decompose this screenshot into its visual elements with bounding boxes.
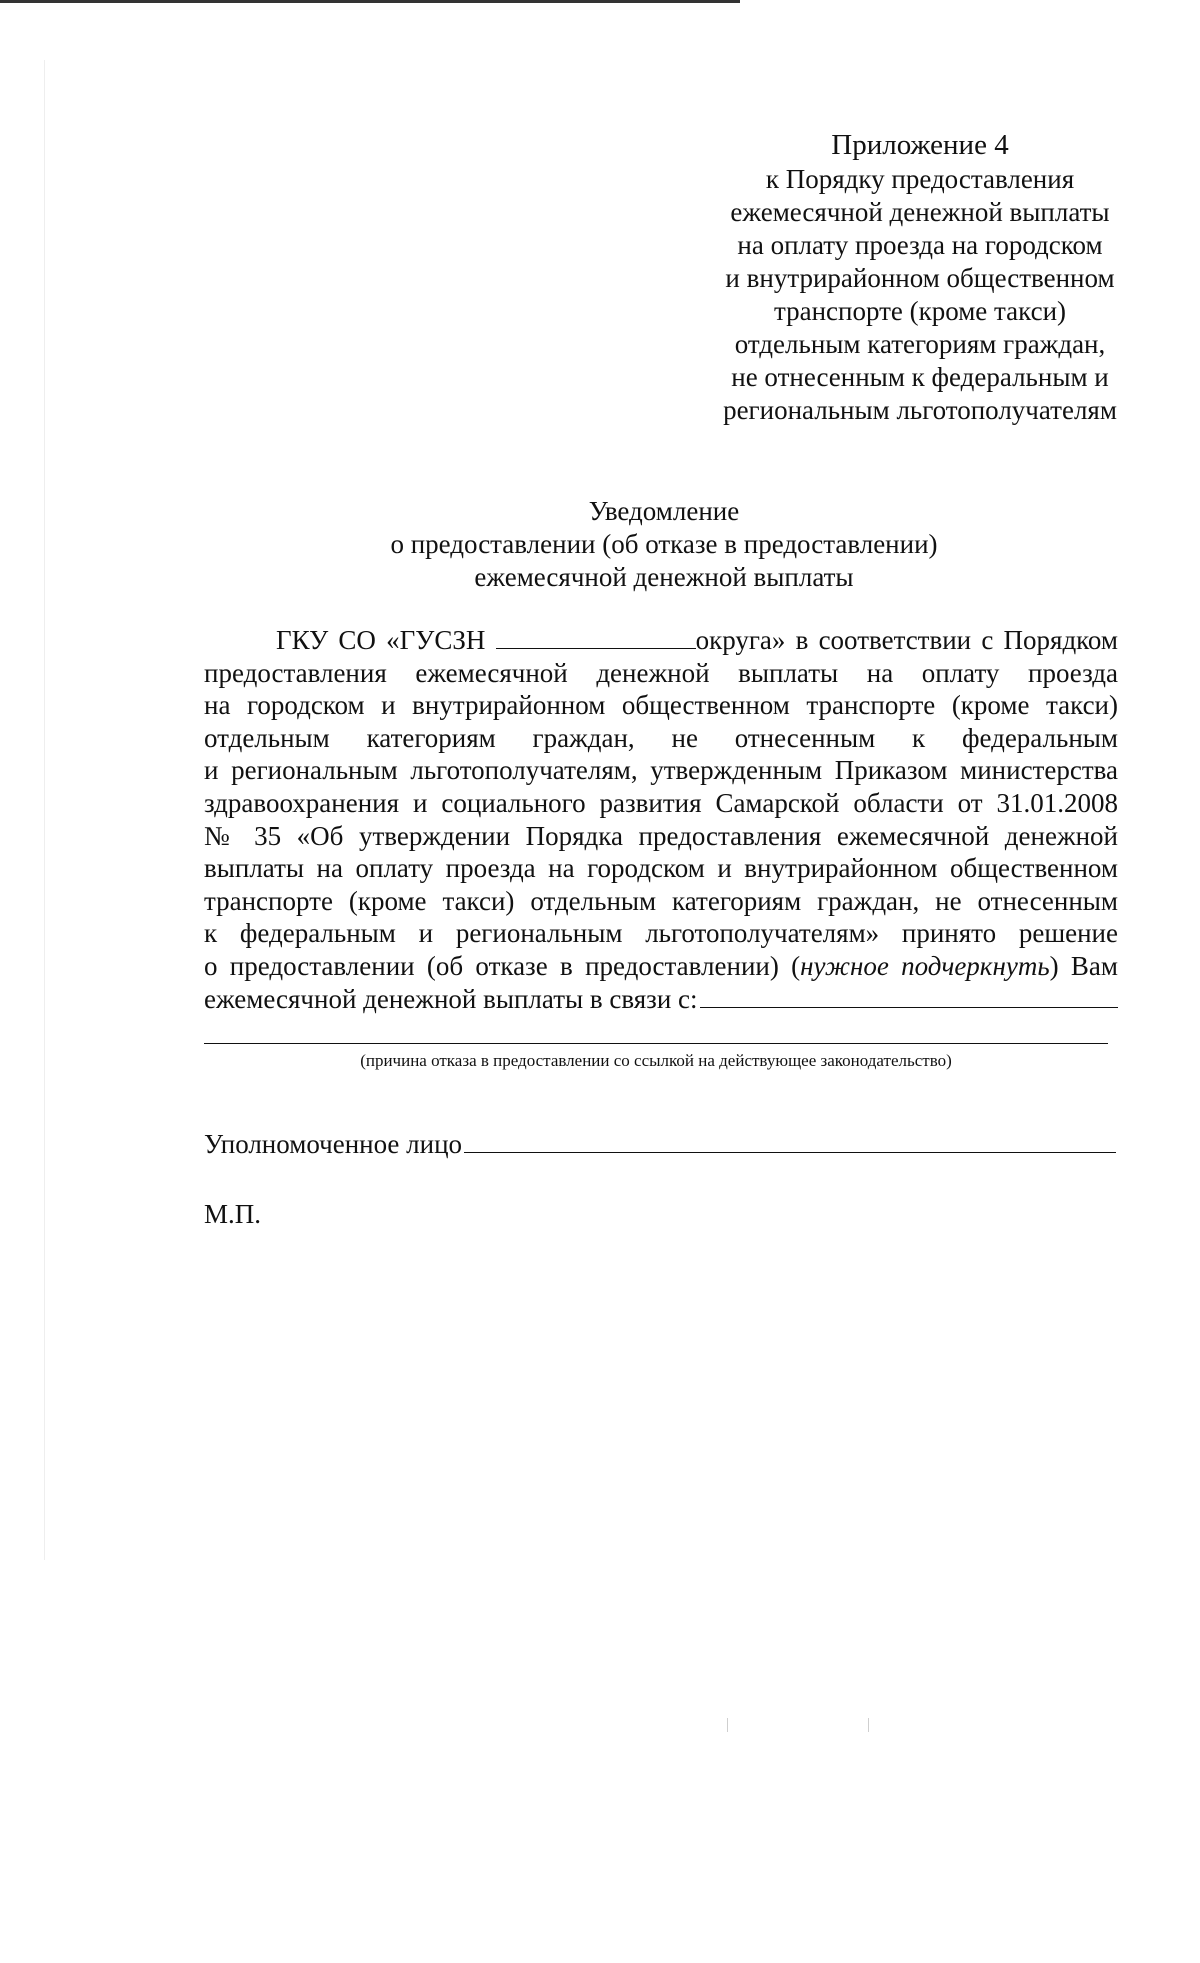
body-line-4: отдельным категориям граждан, не отнесенным к федеральным (204, 722, 1118, 753)
agency-name: ГКУ СО «ГУСЗН (276, 625, 486, 655)
scan-top-edge (0, 0, 740, 3)
annex-line: региональным льготополучателям (723, 395, 1117, 425)
body-line-5: и региональным льготополучателям, утвержденным Приказом министерства (204, 755, 1118, 786)
body-line-11-end: ) Вам (1049, 950, 1118, 981)
body-line-9: транспорте (кроме такси) отдельным категориям граждан, не отнесенным (204, 885, 1118, 916)
notice-heading (200, 495, 1128, 594)
stamp-place-label: М.П. (204, 1199, 262, 1229)
annex-block (690, 128, 1150, 427)
notice-title: Уведомление (588, 496, 740, 526)
district-blank[interactable] (496, 626, 696, 649)
annex-line: не отнесенным к федеральным и (731, 362, 1109, 392)
body-line-12 (204, 983, 1118, 1016)
authorized-person-row (204, 1128, 1116, 1161)
scan-mark-bottom-1 (727, 1718, 728, 1732)
body-line-8: выплаты на оплату проезда на городском и внутрирайонном общественном (204, 853, 1118, 884)
body-line-10: к федеральным и региональным льготополучателям» принято решение (204, 918, 1118, 949)
scan-mark-bottom-2 (868, 1718, 869, 1732)
annex-line: к Порядку предоставления (765, 164, 1075, 194)
body-line-11-start: о предоставлении (об отказе в предоставлении) ( (204, 950, 801, 981)
reason-blank[interactable] (700, 985, 1118, 1008)
body-line-11 (204, 950, 1118, 983)
body-line-1 (204, 624, 1118, 657)
annex-title: Приложение 4 (831, 129, 1009, 161)
authorized-person-signature-line[interactable] (464, 1128, 1116, 1153)
body-line-2: предоставления ежемесячной денежной выплаты на оплату проезда (204, 657, 1118, 688)
reason-caption: (причина отказа в предоставлении со ссылкой на действующее законодательство) (360, 1051, 952, 1070)
annex-line: на оплату проезда на городском (737, 230, 1103, 260)
notice-subtitle: ежемесячной денежной выплаты (474, 562, 854, 592)
body-line-12-text: ежемесячной денежной выплаты в связи с: (204, 983, 698, 1014)
notice-body (204, 624, 1118, 1015)
annex-line: ежемесячной денежной выплаты (730, 197, 1110, 227)
scan-mark-left (44, 60, 45, 1560)
body-line-6: здравоохранения и социального развития Самарской области от 31.01.2008 (204, 787, 1118, 818)
underline-instruction: нужное подчеркнуть (800, 950, 1050, 981)
reason-line[interactable] (204, 1043, 1108, 1044)
annex-line: и внутрирайонном общественном (725, 263, 1115, 293)
body-line-7: № 35 «Об утверждении Порядка предоставления ежемесячной денежной (204, 820, 1118, 851)
notice-subtitle: о предоставлении (об отказе в предоставлении) (390, 529, 938, 559)
body-line-3: на городском и внутрирайонном общественном транспорте (кроме такси) (204, 690, 1118, 721)
annex-line: отдельным категориям граждан, (734, 329, 1106, 359)
authorized-person-label: Уполномоченное лицо (204, 1129, 463, 1159)
annex-line: транспорте (кроме такси) (773, 296, 1067, 326)
body-line-1-end: округа» в соответствии с Порядком (695, 625, 1119, 655)
